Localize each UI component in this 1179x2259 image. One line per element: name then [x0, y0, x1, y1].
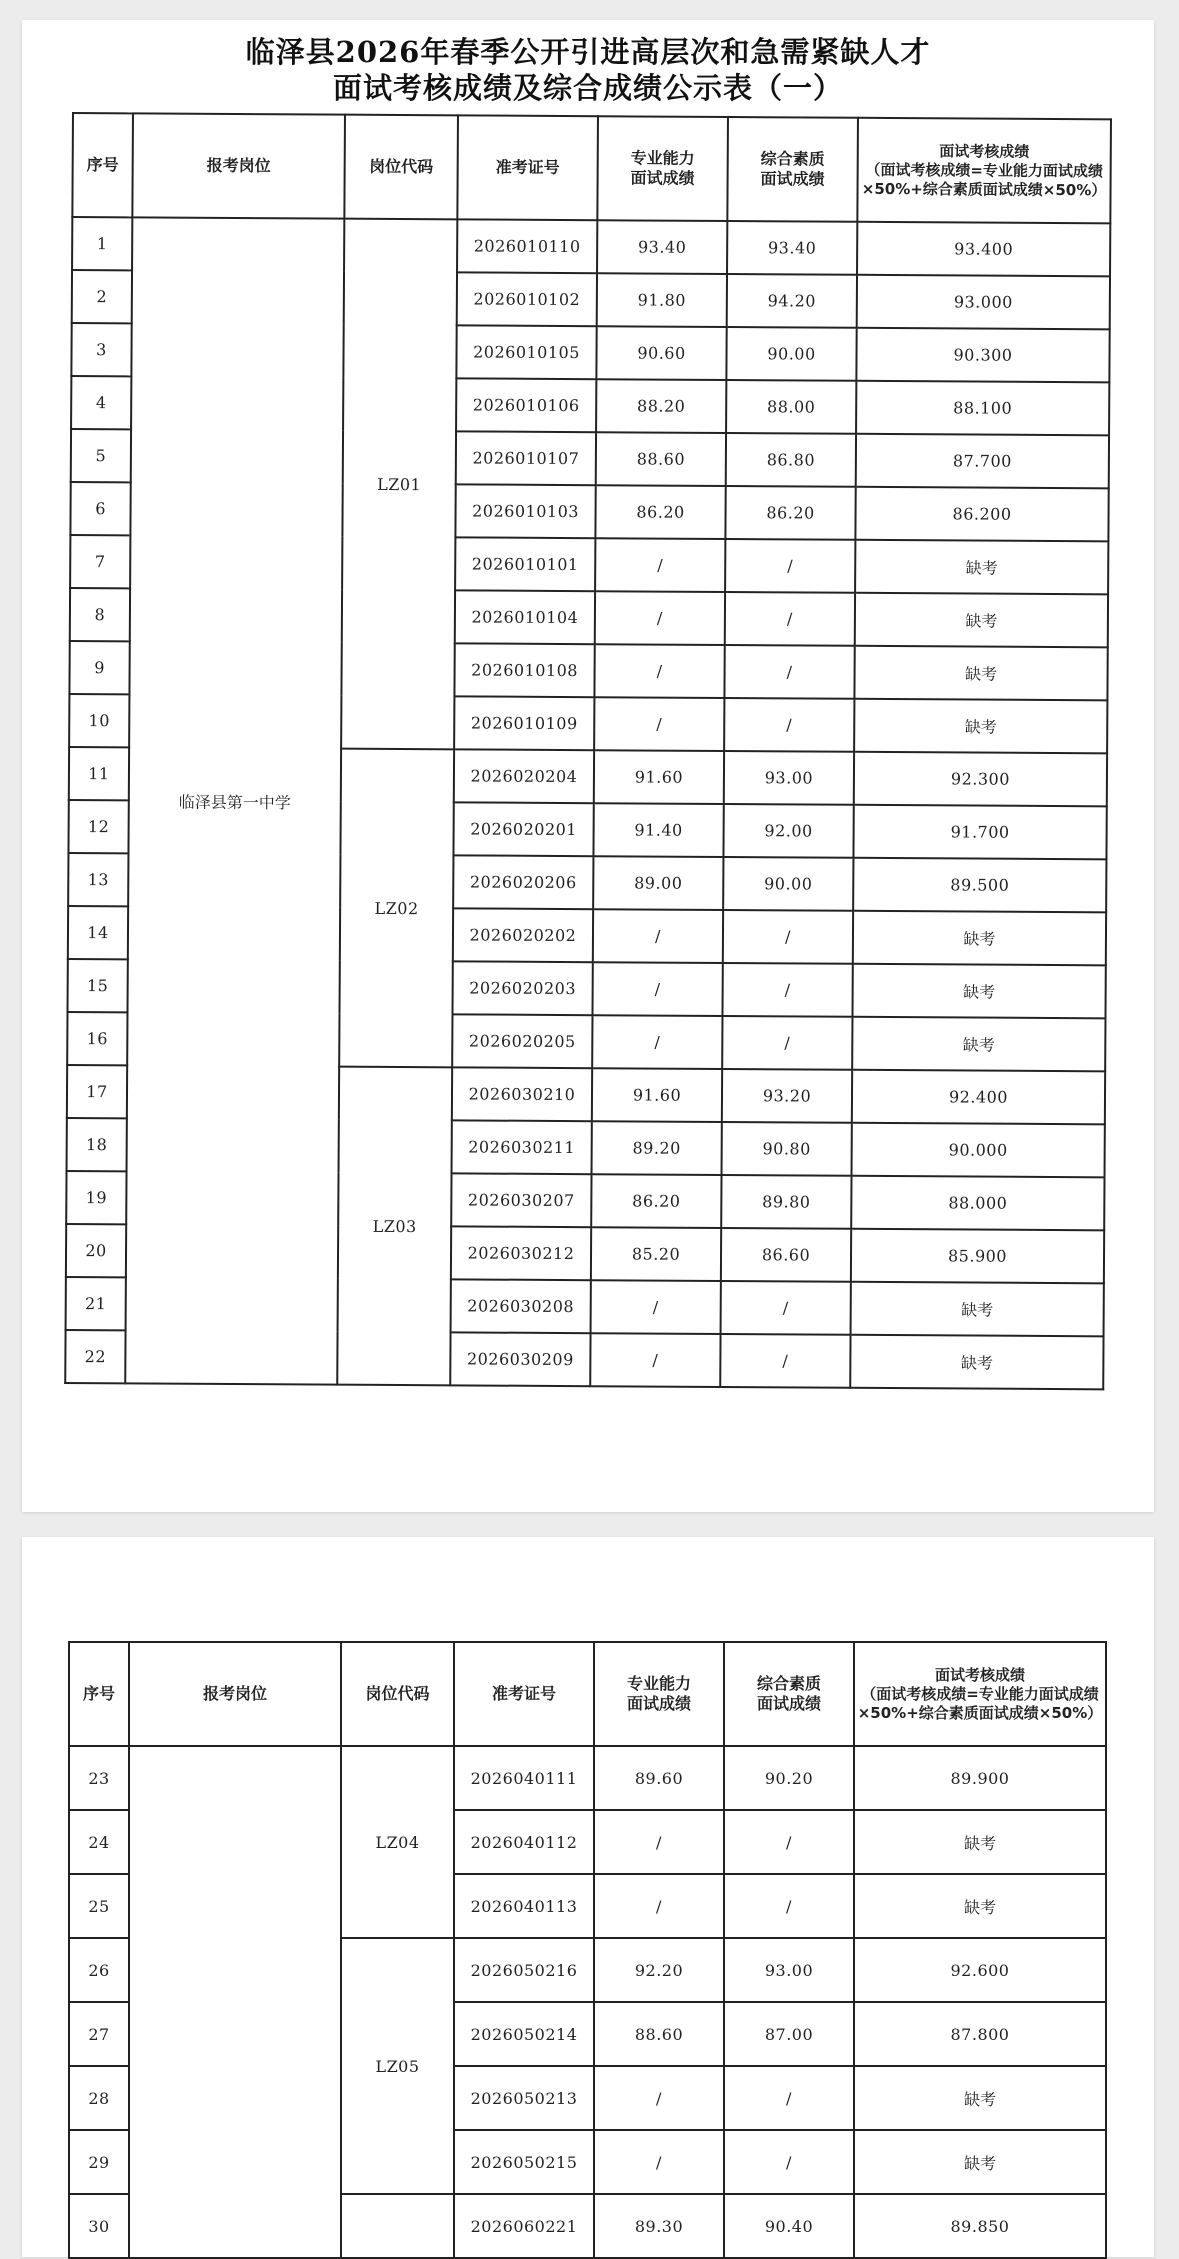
cell-exam-no: 2026010102 — [457, 272, 597, 326]
cell-prof-score: / — [595, 538, 725, 592]
cell-seq: 23 — [69, 1746, 129, 1810]
cell-exam-no: 2026010104 — [455, 590, 595, 644]
cell-comp-score: 90.80 — [722, 1122, 852, 1176]
header-post: 报考岗位 — [132, 113, 345, 218]
cell-total-score: 缺考 — [855, 540, 1108, 595]
cell-comp-score: / — [721, 1281, 851, 1335]
cell-exam-no: 2026030210 — [452, 1067, 592, 1121]
cell-exam-no: 2026040111 — [454, 1746, 594, 1810]
cell-prof-score: / — [591, 1280, 721, 1334]
cell-exam-no: 2026020203 — [452, 961, 592, 1015]
cell-post-code: LZ01 — [341, 219, 457, 750]
cell-total-score: 缺考 — [854, 1810, 1106, 1874]
cell-comp-score: 88.00 — [726, 380, 856, 434]
cell-prof-score: 88.20 — [596, 379, 726, 433]
cell-exam-no: 2026050213 — [454, 2066, 594, 2130]
cell-seq: 7 — [70, 535, 130, 588]
cell-total-score: 缺考 — [854, 699, 1107, 754]
cell-seq: 13 — [68, 853, 128, 906]
cell-prof-score: 91.60 — [594, 750, 724, 804]
cell-prof-score: / — [594, 697, 724, 751]
cell-comp-score: / — [720, 1334, 850, 1388]
cell-prof-score: 91.40 — [593, 803, 723, 857]
cell-prof-score: / — [593, 909, 723, 963]
cell-exam-no: 2026020201 — [453, 802, 593, 856]
cell-total-score: 缺考 — [854, 1874, 1106, 1938]
header-prof-score: 专业能力 面试成绩 — [597, 116, 728, 221]
cell-seq: 4 — [71, 376, 131, 429]
cell-total-score: 86.200 — [855, 487, 1108, 542]
header-exam-no: 准考证号 — [457, 115, 598, 220]
cell-total-score: 88.100 — [856, 381, 1109, 436]
cell-prof-score: 91.80 — [597, 273, 727, 327]
cell-comp-score: 86.20 — [725, 486, 855, 540]
cell-comp-score: / — [725, 592, 855, 646]
cell-seq: 18 — [67, 1118, 127, 1171]
cell-comp-score: 86.60 — [721, 1228, 851, 1282]
cell-total-score: 缺考 — [850, 1335, 1103, 1390]
table-header-row — [72, 113, 1111, 223]
cell-total-score: 90.300 — [856, 328, 1109, 383]
cell-prof-score: 85.20 — [591, 1227, 721, 1281]
cell-exam-no: 2026020202 — [453, 908, 593, 962]
cell-comp-score: / — [724, 2066, 854, 2130]
cell-total-score: 92.600 — [854, 1938, 1106, 2002]
cell-comp-score: / — [724, 698, 854, 752]
cell-total-score: 92.400 — [852, 1070, 1105, 1125]
cell-comp-score: 87.00 — [724, 2002, 854, 2066]
cell-exam-no: 2026020205 — [452, 1014, 592, 1068]
document-page-2 — [22, 1537, 1154, 2257]
cell-exam-no: 2026030211 — [452, 1120, 592, 1174]
cell-seq: 25 — [69, 1874, 129, 1938]
cell-comp-score: / — [724, 645, 854, 699]
cell-exam-no: 2026020204 — [454, 749, 594, 803]
cell-seq: 8 — [70, 588, 130, 641]
cell-prof-score: 91.60 — [592, 1068, 722, 1122]
cell-prof-score: 93.40 — [597, 220, 727, 274]
cell-comp-score: 89.80 — [721, 1175, 851, 1229]
cell-exam-no: 2026010108 — [454, 643, 594, 697]
cell-prof-score: 88.60 — [594, 2002, 724, 2066]
cell-seq: 27 — [69, 2002, 129, 2066]
header-code: 岗位代码 — [344, 115, 458, 220]
cell-prof-score: 86.20 — [595, 485, 725, 539]
cell-prof-score: 88.60 — [596, 432, 726, 486]
cell-seq: 28 — [69, 2066, 129, 2130]
cell-total-score: 89.900 — [854, 1746, 1106, 1810]
cell-seq: 30 — [69, 2194, 129, 2258]
cell-exam-no: 2026060221 — [454, 2194, 594, 2258]
cell-seq: 9 — [69, 641, 129, 694]
cell-comp-score: 93.00 — [724, 751, 854, 805]
cell-prof-score: 90.60 — [596, 326, 726, 380]
header-seq: 序号 — [72, 113, 133, 217]
cell-exam-no: 2026010101 — [455, 537, 595, 591]
cell-total-score: 93.400 — [857, 222, 1110, 277]
cell-seq: 22 — [65, 1330, 125, 1383]
document-page-1 — [22, 20, 1154, 1512]
cell-exam-no: 2026030207 — [451, 1173, 591, 1227]
cell-prof-score: 86.20 — [591, 1174, 721, 1228]
cell-total-score: 91.700 — [853, 805, 1106, 860]
cell-total-score: 93.000 — [857, 275, 1110, 330]
cell-seq: 10 — [69, 694, 129, 747]
cell-comp-score: 93.00 — [724, 1938, 854, 2002]
header-post: 报考岗位 — [129, 1642, 341, 1746]
cell-prof-score: / — [594, 2130, 724, 2194]
cell-comp-score: / — [722, 1016, 852, 1070]
cell-comp-score: / — [722, 963, 852, 1017]
cell-total-score: 90.000 — [852, 1123, 1105, 1178]
cell-total-score: 缺考 — [855, 593, 1108, 648]
cell-total-score: 缺考 — [851, 1282, 1104, 1337]
cell-seq: 1 — [72, 217, 132, 270]
cell-comp-score: 86.80 — [726, 433, 856, 487]
cell-comp-score: 90.20 — [724, 1746, 854, 1810]
cell-total-score: 缺考 — [854, 2130, 1106, 2194]
cell-seq: 14 — [68, 906, 128, 959]
cell-prof-score: / — [594, 1874, 724, 1938]
table-row — [72, 217, 1110, 276]
cell-seq: 15 — [68, 959, 128, 1012]
table-row — [69, 1746, 1106, 1810]
cell-comp-score: / — [724, 1810, 854, 1874]
cell-seq: 17 — [67, 1065, 127, 1118]
score-table-page-1 — [64, 112, 1112, 1390]
cell-exam-no: 2026040113 — [454, 1874, 594, 1938]
header-prof-score: 专业能力 面试成绩 — [594, 1642, 724, 1746]
cell-prof-score: 89.30 — [594, 2194, 724, 2258]
cell-total-score: 缺考 — [852, 1017, 1105, 1072]
cell-comp-score: / — [725, 539, 855, 593]
cell-seq: 21 — [66, 1277, 126, 1330]
cell-comp-score: / — [723, 910, 853, 964]
cell-prof-score: 92.20 — [594, 1938, 724, 2002]
cell-total-score: 89.850 — [854, 2194, 1106, 2258]
cell-comp-score: 94.20 — [727, 274, 857, 328]
cell-post-code — [341, 2194, 454, 2258]
cell-post-code: LZ03 — [337, 1067, 452, 1386]
cell-exam-no: 2026050216 — [454, 1938, 594, 2002]
cell-seq: 24 — [69, 1810, 129, 1874]
cell-comp-score: 93.20 — [722, 1069, 852, 1123]
document-title-line-1: 临泽县2026年春季公开引进高层次和急需紧缺人才 — [245, 35, 931, 69]
header-seq: 序号 — [69, 1642, 129, 1746]
cell-prof-score: / — [594, 644, 724, 698]
cell-comp-score: / — [724, 2130, 854, 2194]
cell-total-score: 缺考 — [853, 911, 1106, 966]
cell-prof-score: 89.00 — [593, 856, 723, 910]
cell-comp-score: 93.40 — [727, 221, 857, 275]
table-header-row — [69, 1642, 1106, 1746]
cell-seq: 3 — [71, 323, 131, 376]
cell-seq: 16 — [67, 1012, 127, 1065]
cell-exam-no: 2026030209 — [450, 1332, 590, 1386]
document-title-line-2: 面试考核成绩及综合成绩公示表（一） — [332, 71, 843, 105]
header-code: 岗位代码 — [341, 1642, 454, 1746]
cell-post-name: 临泽县第一中学 — [125, 217, 344, 1384]
header-comp-score: 综合素质 面试成绩 — [724, 1642, 854, 1746]
cell-total-score: 缺考 — [854, 646, 1107, 701]
score-table-page-2 — [68, 1641, 1107, 2259]
cell-comp-score: / — [724, 1874, 854, 1938]
cell-comp-score: 90.00 — [723, 857, 853, 911]
cell-total-score: 89.500 — [853, 858, 1106, 913]
cell-post-code: LZ05 — [341, 1938, 454, 2194]
cell-prof-score: 89.20 — [592, 1121, 722, 1175]
header-total-score: 面试考核成绩 （面试考核成绩=专业能力面试成绩×50%+综合素质面试成绩×50%） — [857, 118, 1111, 224]
cell-prof-score: / — [595, 591, 725, 645]
cell-post-code: LZ02 — [339, 749, 454, 1068]
cell-comp-score: 90.40 — [724, 2194, 854, 2258]
header-comp-score: 综合素质 面试成绩 — [727, 117, 858, 222]
cell-total-score: 85.900 — [851, 1229, 1104, 1284]
cell-total-score: 92.300 — [854, 752, 1107, 807]
cell-seq: 29 — [69, 2130, 129, 2194]
cell-exam-no: 2026010107 — [456, 431, 596, 485]
cell-seq: 26 — [69, 1938, 129, 2002]
cell-exam-no: 2026050215 — [454, 2130, 594, 2194]
cell-exam-no: 2026010110 — [457, 219, 597, 273]
cell-prof-score: / — [590, 1333, 720, 1387]
cell-exam-no: 2026010106 — [456, 378, 596, 432]
cell-seq: 20 — [66, 1224, 126, 1277]
cell-total-score: 87.700 — [856, 434, 1109, 489]
cell-total-score: 缺考 — [852, 964, 1105, 1019]
cell-comp-score: 90.00 — [726, 327, 856, 381]
cell-exam-no: 2026030212 — [451, 1226, 591, 1280]
cell-prof-score: / — [592, 962, 722, 1016]
cell-seq: 11 — [69, 747, 129, 800]
cell-exam-no: 2026010109 — [454, 696, 594, 750]
cell-seq: 2 — [72, 270, 132, 323]
cell-total-score: 缺考 — [854, 2066, 1106, 2130]
cell-seq: 5 — [71, 429, 131, 482]
cell-prof-score: 89.60 — [594, 1746, 724, 1810]
cell-seq: 19 — [66, 1171, 126, 1224]
cell-total-score: 87.800 — [854, 2002, 1106, 2066]
cell-post-code: LZ04 — [341, 1746, 454, 1938]
cell-exam-no: 2026010103 — [455, 484, 595, 538]
cell-seq: 6 — [70, 482, 130, 535]
header-total-score: 面试考核成绩 （面试考核成绩=专业能力面试成绩×50%+综合素质面试成绩×50%） — [854, 1642, 1106, 1746]
cell-seq: 12 — [68, 800, 128, 853]
header-exam-no: 准考证号 — [454, 1642, 594, 1746]
cell-comp-score: 92.00 — [723, 804, 853, 858]
cell-exam-no: 2026010105 — [456, 325, 596, 379]
cell-prof-score: / — [592, 1015, 722, 1069]
cell-exam-no: 2026020206 — [453, 855, 593, 909]
cell-total-score: 88.000 — [851, 1176, 1104, 1231]
cell-post-name — [129, 1746, 341, 2258]
cell-exam-no: 2026040112 — [454, 1810, 594, 1874]
cell-exam-no: 2026050214 — [454, 2002, 594, 2066]
cell-exam-no: 2026030208 — [451, 1279, 591, 1333]
cell-prof-score: / — [594, 1810, 724, 1874]
cell-prof-score: / — [594, 2066, 724, 2130]
